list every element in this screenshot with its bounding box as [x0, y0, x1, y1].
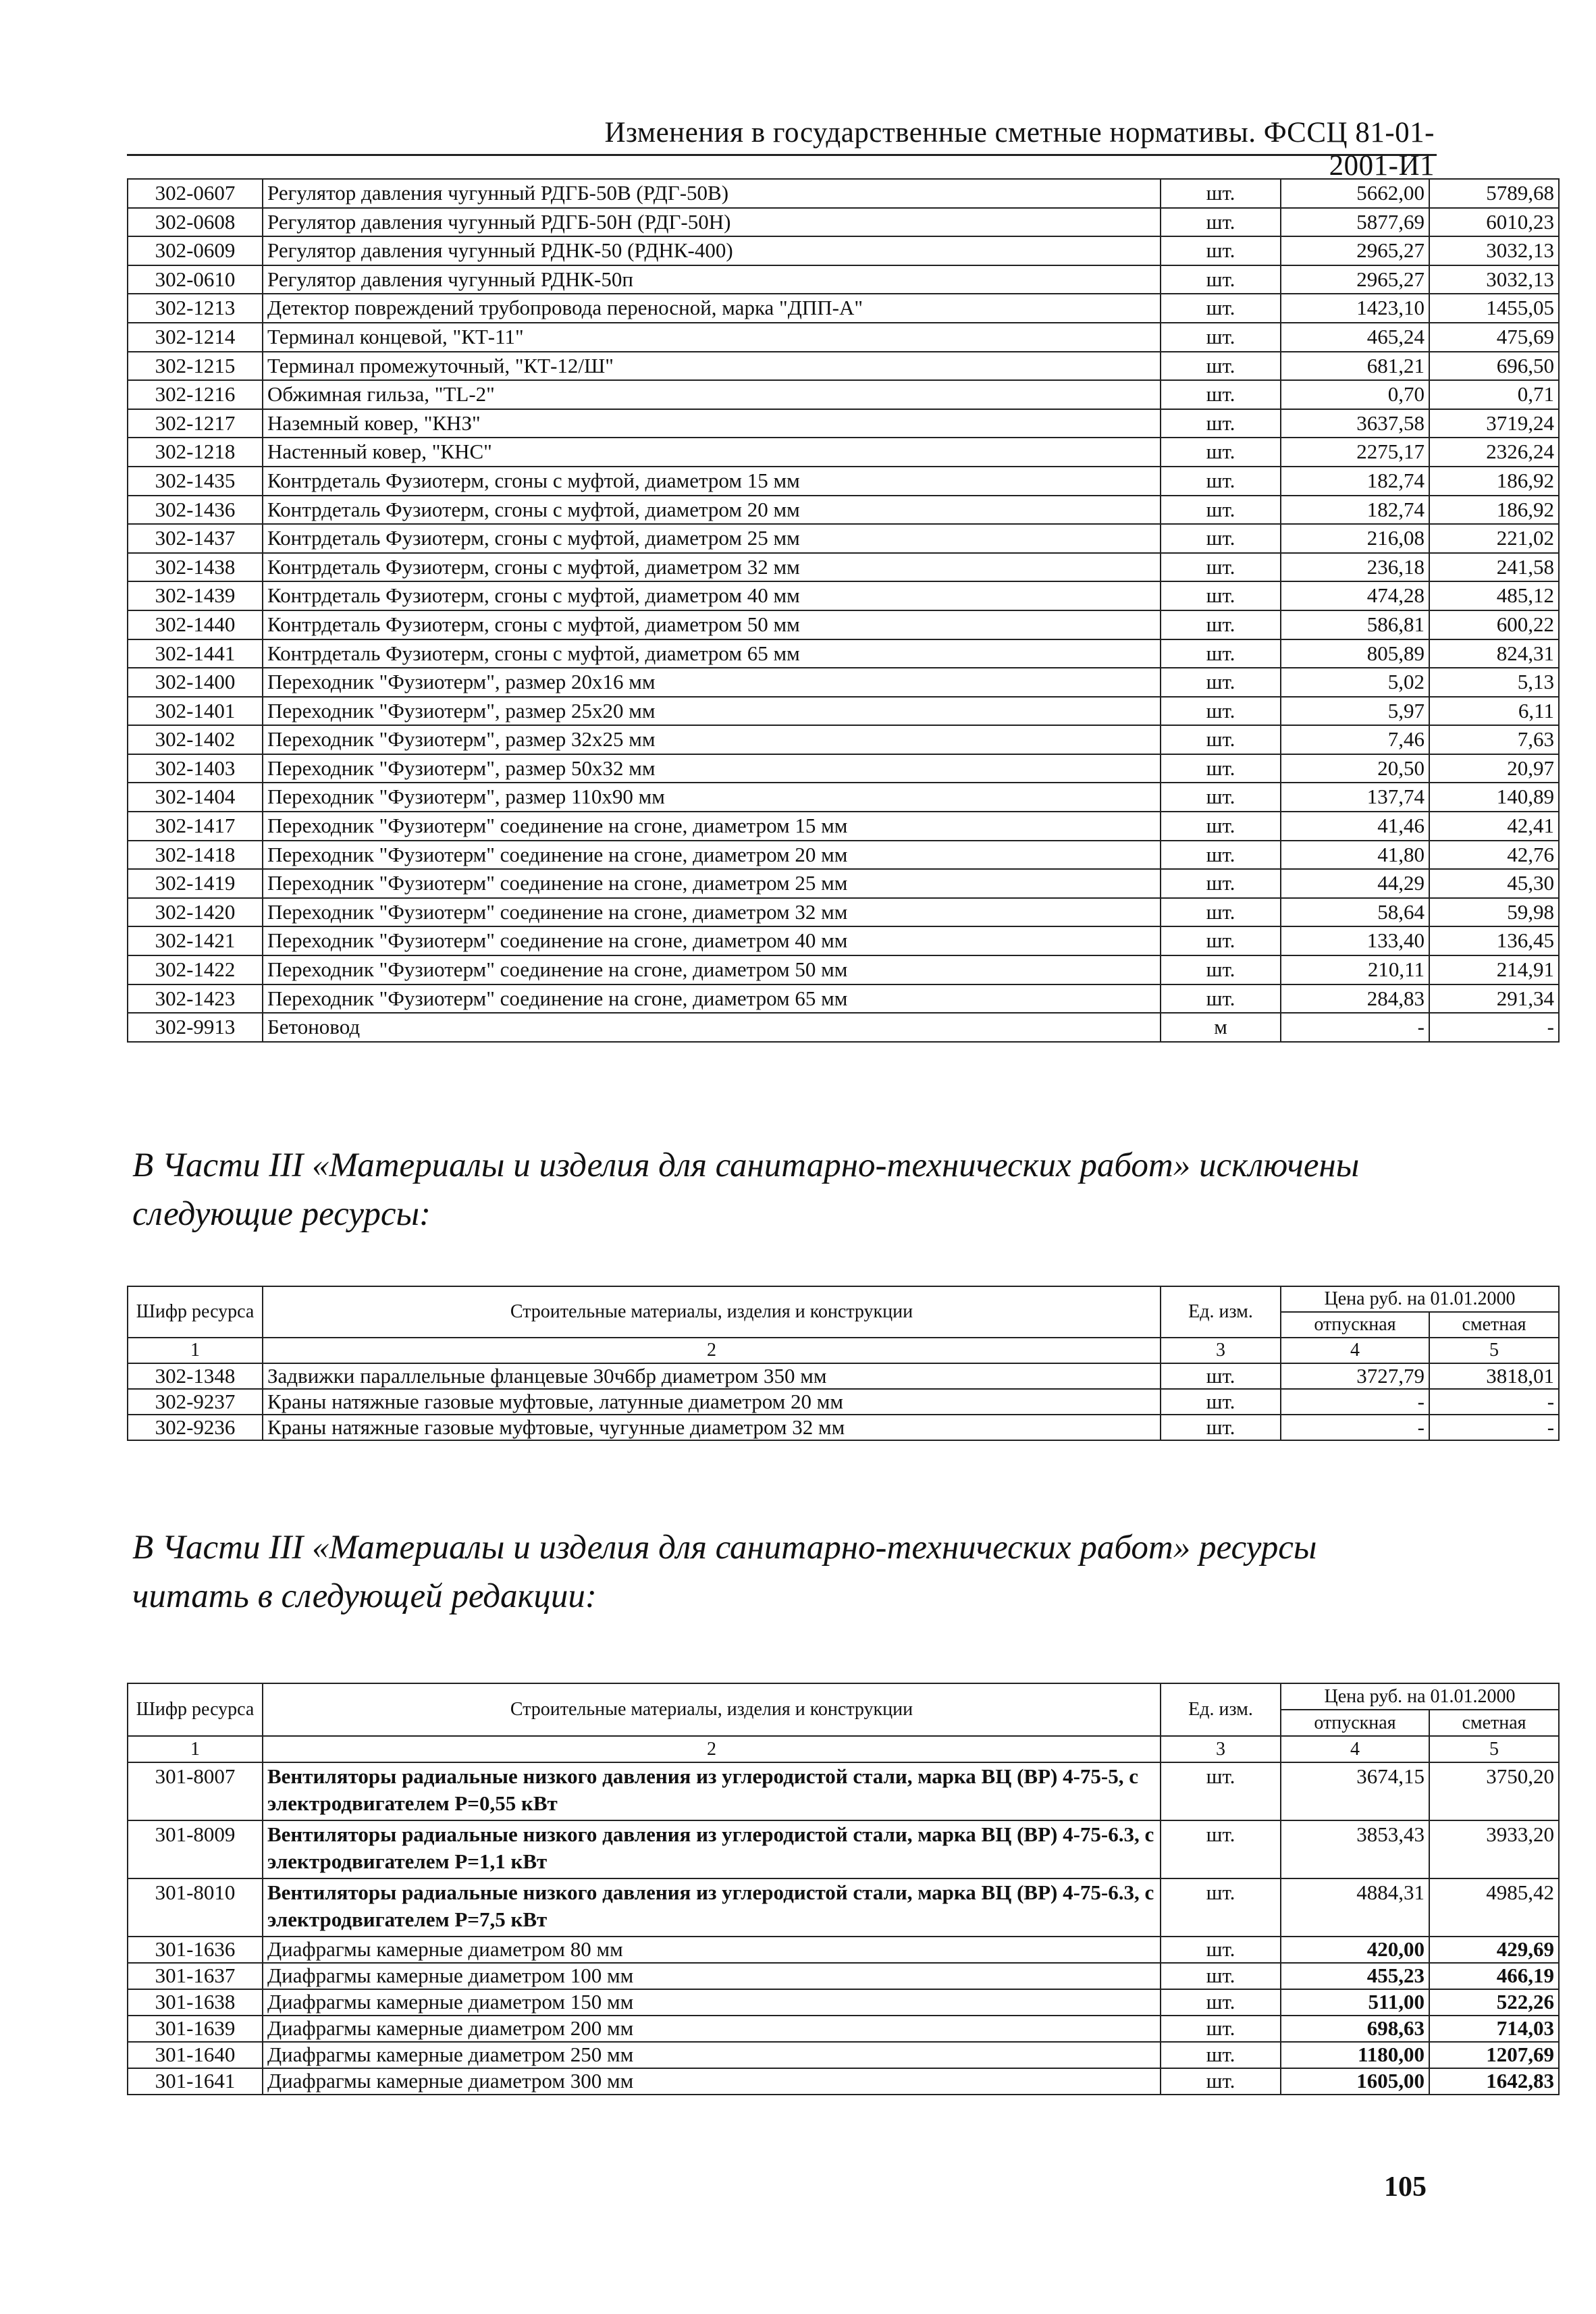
cell-price-estimate: 429,69	[1429, 1937, 1559, 1963]
cell-name: Диафрагмы камерные диаметром 80 мм	[263, 1937, 1161, 1963]
cell-price-release: 586,81	[1281, 610, 1429, 639]
cell-unit: шт.	[1161, 1878, 1281, 1937]
cell-code: 302-1218	[128, 438, 263, 467]
cell-code: 301-1640	[128, 2042, 263, 2068]
cell-name: Наземный ковер, "КНЗ"	[263, 409, 1161, 438]
cell-unit: шт.	[1161, 409, 1281, 438]
cell-price-release: 420,00	[1281, 1937, 1429, 1963]
cell-unit: шт.	[1161, 2042, 1281, 2068]
cell-unit: шт.	[1161, 841, 1281, 870]
cell-unit: шт.	[1161, 1363, 1281, 1389]
cell-name: Контрдеталь Фузиотерм, сгоны с муфтой, диаметром 15 мм	[263, 467, 1161, 496]
cell-code: 302-9237	[128, 1389, 263, 1415]
table-row	[128, 409, 1559, 438]
cell-name: Переходник "Фузиотерм" соединение на сгоне, диаметром 40 мм	[263, 926, 1161, 955]
cell-code: 302-1402	[128, 725, 263, 754]
resources-table-main	[127, 178, 1560, 1043]
cell-price-release: 465,24	[1281, 323, 1429, 352]
cell-code: 302-1217	[128, 409, 263, 438]
table-row	[128, 1762, 1559, 1820]
cell-code: 302-9913	[128, 1013, 263, 1042]
cell-price-release: 805,89	[1281, 639, 1429, 668]
cell-unit: шт.	[1161, 955, 1281, 984]
cell-unit: шт.	[1161, 725, 1281, 754]
cell-code: 302-1418	[128, 841, 263, 870]
cell-name: Вентиляторы радиальные низкого давления из углеродистой стали, марка ВЦ (ВР) 4-75-6.3, с электродвигателем Р=1,1 кВт	[263, 1820, 1161, 1878]
col-header-code: Шифр ресурса	[128, 1286, 263, 1338]
cell-code: 302-1215	[128, 352, 263, 381]
cell-code: 302-1437	[128, 524, 263, 553]
cell-unit: шт.	[1161, 984, 1281, 1014]
cell-price-release: 182,74	[1281, 496, 1429, 525]
cell-price-estimate: 136,45	[1429, 926, 1559, 955]
table-row	[128, 553, 1559, 582]
cell-code: 301-8010	[128, 1878, 263, 1937]
cell-price-estimate: 241,58	[1429, 553, 1559, 582]
cell-unit: шт.	[1161, 265, 1281, 294]
cell-code: 301-1637	[128, 1963, 263, 1989]
cell-unit: шт.	[1161, 697, 1281, 726]
table-row	[128, 1878, 1559, 1937]
cell-name: Переходник "Фузиотерм" соединение на сгоне, диаметром 20 мм	[263, 841, 1161, 870]
cell-unit: шт.	[1161, 668, 1281, 697]
cell-name: Детектор повреждений трубопровода переносной, марка "ДПП-А"	[263, 294, 1161, 323]
cell-price-release: 511,00	[1281, 1989, 1429, 2016]
cell-code: 301-1639	[128, 2016, 263, 2042]
cell-unit: шт.	[1161, 1762, 1281, 1820]
revised-resources-table	[127, 1683, 1560, 2095]
col-number: 1	[128, 1338, 263, 1363]
col-header-code: Шифр ресурса	[128, 1683, 263, 1736]
table-row	[128, 1415, 1559, 1440]
col-number: 4	[1281, 1736, 1429, 1762]
table-row	[128, 438, 1559, 467]
cell-code: 302-0608	[128, 208, 263, 237]
table-row	[128, 236, 1559, 265]
cell-unit: шт.	[1161, 1989, 1281, 2016]
col-header-price-group: Цена руб. на 01.01.2000	[1281, 1286, 1559, 1312]
table-row	[128, 783, 1559, 812]
cell-code: 302-9236	[128, 1415, 263, 1440]
table-row	[128, 179, 1559, 208]
cell-code: 302-1436	[128, 496, 263, 525]
cell-price-release: 5,97	[1281, 697, 1429, 726]
cell-name: Переходник "Фузиотерм", размер 32х25 мм	[263, 725, 1161, 754]
table-row	[128, 1937, 1559, 1963]
cell-price-release: 7,46	[1281, 725, 1429, 754]
cell-price-estimate: 600,22	[1429, 610, 1559, 639]
cell-code: 302-0609	[128, 236, 263, 265]
cell-price-release: 5,02	[1281, 668, 1429, 697]
cell-price-release: 681,21	[1281, 352, 1429, 381]
cell-price-release: 2965,27	[1281, 265, 1429, 294]
cell-price-estimate: -	[1429, 1415, 1559, 1440]
cell-price-estimate: 3933,20	[1429, 1820, 1559, 1878]
cell-price-estimate: 485,12	[1429, 581, 1559, 610]
table-row	[128, 208, 1559, 237]
col-header-price-estimate: сметная	[1429, 1312, 1559, 1338]
col-header-unit: Ед. изм.	[1161, 1286, 1281, 1338]
cell-unit: шт.	[1161, 783, 1281, 812]
cell-unit: шт.	[1161, 1820, 1281, 1878]
table-row	[128, 2042, 1559, 2068]
table-row	[128, 352, 1559, 381]
cell-code: 301-1641	[128, 2068, 263, 2095]
section-heading-revised: В Части III «Материалы и изделия для санитарно-технических работ» ресурсы читать в следующей редакции:	[132, 1529, 1317, 1615]
cell-name: Контрдеталь Фузиотерм, сгоны с муфтой, диаметром 40 мм	[263, 581, 1161, 610]
table-row	[128, 294, 1559, 323]
section-heading-excluded: В Части III «Материалы и изделия для санитарно-технических работ» исключены следующие ресурсы:	[132, 1147, 1360, 1233]
cell-price-estimate: 186,92	[1429, 467, 1559, 496]
col-number: 3	[1161, 1338, 1281, 1363]
table-row	[128, 639, 1559, 668]
table-row	[128, 2016, 1559, 2042]
cell-unit: шт.	[1161, 1415, 1281, 1440]
cell-price-estimate: 522,26	[1429, 1989, 1559, 2016]
header-divider	[127, 154, 1437, 156]
table-row	[128, 926, 1559, 955]
cell-name: Контрдеталь Фузиотерм, сгоны с муфтой, диаметром 20 мм	[263, 496, 1161, 525]
cell-price-release: 3674,15	[1281, 1762, 1429, 1820]
cell-price-release: 2275,17	[1281, 438, 1429, 467]
cell-price-estimate: 2326,24	[1429, 438, 1559, 467]
cell-code: 302-1417	[128, 812, 263, 841]
cell-unit: шт.	[1161, 2016, 1281, 2042]
cell-code: 302-1423	[128, 984, 263, 1014]
table-row	[128, 2068, 1559, 2095]
cell-price-release: 1605,00	[1281, 2068, 1429, 2095]
cell-price-estimate: -	[1429, 1389, 1559, 1415]
table-row	[128, 725, 1559, 754]
table-row	[128, 581, 1559, 610]
cell-name: Переходник "Фузиотерм" соединение на сгоне, диаметром 15 мм	[263, 812, 1161, 841]
cell-price-estimate: 42,76	[1429, 841, 1559, 870]
cell-unit: шт.	[1161, 610, 1281, 639]
cell-price-release: 41,46	[1281, 812, 1429, 841]
cell-name: Переходник "Фузиотерм" соединение на сгоне, диаметром 32 мм	[263, 898, 1161, 927]
table-row	[128, 697, 1559, 726]
cell-price-estimate: 186,92	[1429, 496, 1559, 525]
cell-price-estimate: 1642,83	[1429, 2068, 1559, 2095]
cell-name: Контрдеталь Фузиотерм, сгоны с муфтой, диаметром 32 мм	[263, 553, 1161, 582]
col-number: 5	[1429, 1736, 1559, 1762]
cell-unit: шт.	[1161, 380, 1281, 409]
cell-price-estimate: -	[1429, 1013, 1559, 1042]
table-row	[128, 1820, 1559, 1878]
cell-name: Обжимная гильза, "TL-2"	[263, 380, 1161, 409]
table-row	[128, 524, 1559, 553]
cell-name: Диафрагмы камерные диаметром 200 мм	[263, 2016, 1161, 2042]
table-row	[128, 380, 1559, 409]
table-row	[128, 812, 1559, 841]
cell-code: 302-1403	[128, 754, 263, 783]
cell-name: Регулятор давления чугунный РДНК-50 (РДНК-400)	[263, 236, 1161, 265]
cell-price-release: 1180,00	[1281, 2042, 1429, 2068]
cell-name: Бетоновод	[263, 1013, 1161, 1042]
cell-code: 302-1400	[128, 668, 263, 697]
cell-price-release: 182,74	[1281, 467, 1429, 496]
cell-price-release: 3637,58	[1281, 409, 1429, 438]
cell-code: 302-1439	[128, 581, 263, 610]
col-number: 5	[1429, 1338, 1559, 1363]
cell-price-estimate: 45,30	[1429, 869, 1559, 898]
cell-price-estimate: 1207,69	[1429, 2042, 1559, 2068]
cell-price-estimate: 466,19	[1429, 1963, 1559, 1989]
cell-code: 302-0610	[128, 265, 263, 294]
cell-code: 302-1435	[128, 467, 263, 496]
cell-price-estimate: 0,71	[1429, 380, 1559, 409]
cell-price-release: -	[1281, 1415, 1429, 1440]
col-header-price-estimate: сметная	[1429, 1710, 1559, 1736]
cell-unit: шт.	[1161, 1389, 1281, 1415]
cell-price-estimate: 1455,05	[1429, 294, 1559, 323]
cell-price-release: 44,29	[1281, 869, 1429, 898]
cell-code: 302-1440	[128, 610, 263, 639]
col-header-unit: Ед. изм.	[1161, 1683, 1281, 1736]
cell-name: Переходник "Фузиотерм", размер 50х32 мм	[263, 754, 1161, 783]
cell-price-estimate: 4985,42	[1429, 1878, 1559, 1937]
cell-code: 301-1636	[128, 1937, 263, 1963]
cell-name: Регулятор давления чугунный РДГБ-50Н (РДГ-50Н)	[263, 208, 1161, 237]
cell-code: 302-1214	[128, 323, 263, 352]
cell-name: Переходник "Фузиотерм" соединение на сгоне, диаметром 25 мм	[263, 869, 1161, 898]
cell-unit: шт.	[1161, 639, 1281, 668]
cell-name: Вентиляторы радиальные низкого давления из углеродистой стали, марка ВЦ (ВР) 4-75-6.3, с электродвигателем Р=7,5 кВт	[263, 1878, 1161, 1937]
cell-price-estimate: 291,34	[1429, 984, 1559, 1014]
cell-unit: шт.	[1161, 754, 1281, 783]
cell-code: 302-1422	[128, 955, 263, 984]
cell-unit: м	[1161, 1013, 1281, 1042]
cell-price-release: 284,83	[1281, 984, 1429, 1014]
col-header-name: Строительные материалы, изделия и конструкции	[263, 1286, 1161, 1338]
page-number: 105	[1384, 2172, 1427, 2203]
cell-price-estimate: 696,50	[1429, 352, 1559, 381]
cell-code: 302-1216	[128, 380, 263, 409]
table-row	[128, 496, 1559, 525]
cell-name: Контрдеталь Фузиотерм, сгоны с муфтой, диаметром 50 мм	[263, 610, 1161, 639]
cell-unit: шт.	[1161, 352, 1281, 381]
cell-price-release: 1423,10	[1281, 294, 1429, 323]
col-header-name: Строительные материалы, изделия и конструкции	[263, 1683, 1161, 1736]
cell-unit: шт.	[1161, 208, 1281, 237]
cell-name: Переходник "Фузиотерм" соединение на сгоне, диаметром 50 мм	[263, 955, 1161, 984]
cell-price-release: 41,80	[1281, 841, 1429, 870]
col-number: 2	[263, 1338, 1161, 1363]
cell-code: 301-8007	[128, 1762, 263, 1820]
col-header-price-release: отпускная	[1281, 1710, 1429, 1736]
cell-price-estimate: 6010,23	[1429, 208, 1559, 237]
cell-price-estimate: 475,69	[1429, 323, 1559, 352]
table-row	[128, 323, 1559, 352]
cell-name: Переходник "Фузиотерм", размер 20х16 мм	[263, 668, 1161, 697]
cell-price-estimate: 3032,13	[1429, 265, 1559, 294]
cell-name: Краны натяжные газовые муфтовые, чугунные диаметром 32 мм	[263, 1415, 1161, 1440]
cell-name: Регулятор давления чугунный РДГБ-50В (РДГ-50В)	[263, 179, 1161, 208]
cell-unit: шт.	[1161, 323, 1281, 352]
cell-unit: шт.	[1161, 926, 1281, 955]
table-row	[128, 1363, 1559, 1389]
cell-code: 301-1638	[128, 1989, 263, 2016]
table-row	[128, 610, 1559, 639]
cell-name: Переходник "Фузиотерм", размер 110х90 мм	[263, 783, 1161, 812]
col-header-price-group: Цена руб. на 01.01.2000	[1281, 1683, 1559, 1710]
cell-unit: шт.	[1161, 467, 1281, 496]
cell-unit: шт.	[1161, 2068, 1281, 2095]
cell-price-estimate: 140,89	[1429, 783, 1559, 812]
table-row	[128, 265, 1559, 294]
cell-code: 302-1404	[128, 783, 263, 812]
page-header-title: Изменения в государственные сметные нормативы. ФССЦ 81-01-2001-И1	[604, 117, 1435, 182]
table-row	[128, 955, 1559, 984]
cell-price-release: 5662,00	[1281, 179, 1429, 208]
cell-price-estimate: 5,13	[1429, 668, 1559, 697]
col-header-price-release: отпускная	[1281, 1312, 1429, 1338]
cell-price-estimate: 5789,68	[1429, 179, 1559, 208]
cell-price-estimate: 3750,20	[1429, 1762, 1559, 1820]
cell-name: Диафрагмы камерные диаметром 300 мм	[263, 2068, 1161, 2095]
cell-name: Краны натяжные газовые муфтовые, латунные диаметром 20 мм	[263, 1389, 1161, 1415]
cell-code: 302-1420	[128, 898, 263, 927]
cell-name: Диафрагмы камерные диаметром 150 мм	[263, 1989, 1161, 2016]
cell-code: 302-1419	[128, 869, 263, 898]
cell-name: Переходник "Фузиотерм" соединение на сгоне, диаметром 65 мм	[263, 984, 1161, 1014]
cell-code: 302-1348	[128, 1363, 263, 1389]
cell-price-release: 133,40	[1281, 926, 1429, 955]
cell-price-release: 2965,27	[1281, 236, 1429, 265]
table-row	[128, 1963, 1559, 1989]
cell-unit: шт.	[1161, 1937, 1281, 1963]
cell-name: Регулятор давления чугунный РДНК-50п	[263, 265, 1161, 294]
cell-name: Настенный ковер, "КНС"	[263, 438, 1161, 467]
cell-name: Переходник "Фузиотерм", размер 25х20 мм	[263, 697, 1161, 726]
table-row	[128, 754, 1559, 783]
cell-unit: шт.	[1161, 869, 1281, 898]
cell-price-estimate: 3032,13	[1429, 236, 1559, 265]
table-row	[128, 984, 1559, 1014]
cell-price-release: 137,74	[1281, 783, 1429, 812]
cell-price-estimate: 20,97	[1429, 754, 1559, 783]
cell-name: Контрдеталь Фузиотерм, сгоны с муфтой, диаметром 65 мм	[263, 639, 1161, 668]
cell-name: Терминал промежуточный, "КТ-12/Ш"	[263, 352, 1161, 381]
cell-unit: шт.	[1161, 812, 1281, 841]
cell-price-release: 210,11	[1281, 955, 1429, 984]
cell-price-release: 455,23	[1281, 1963, 1429, 1989]
cell-unit: шт.	[1161, 496, 1281, 525]
cell-unit: шт.	[1161, 898, 1281, 927]
cell-name: Вентиляторы радиальные низкого давления из углеродистой стали, марка ВЦ (ВР) 4-75-5, с электродвигателем Р=0,55 кВт	[263, 1762, 1161, 1820]
cell-name: Диафрагмы камерные диаметром 250 мм	[263, 2042, 1161, 2068]
cell-price-release: 58,64	[1281, 898, 1429, 927]
table-row	[128, 869, 1559, 898]
table-row	[128, 1989, 1559, 2016]
cell-price-release: -	[1281, 1013, 1429, 1042]
col-number: 1	[128, 1736, 263, 1762]
cell-price-release: 698,63	[1281, 2016, 1429, 2042]
cell-unit: шт.	[1161, 236, 1281, 265]
cell-unit: шт.	[1161, 524, 1281, 553]
cell-price-estimate: 6,11	[1429, 697, 1559, 726]
cell-price-estimate: 59,98	[1429, 898, 1559, 927]
table-row	[128, 1013, 1559, 1042]
table-row	[128, 841, 1559, 870]
cell-price-release: 4884,31	[1281, 1878, 1429, 1937]
table-row	[128, 668, 1559, 697]
cell-price-release: 0,70	[1281, 380, 1429, 409]
cell-unit: шт.	[1161, 1963, 1281, 1989]
cell-code: 302-1401	[128, 697, 263, 726]
cell-price-release: 3727,79	[1281, 1363, 1429, 1389]
cell-price-release: 474,28	[1281, 581, 1429, 610]
cell-price-release: 216,08	[1281, 524, 1429, 553]
cell-price-estimate: 714,03	[1429, 2016, 1559, 2042]
cell-price-estimate: 214,91	[1429, 955, 1559, 984]
table-row	[128, 467, 1559, 496]
cell-price-release: 20,50	[1281, 754, 1429, 783]
cell-price-estimate: 42,41	[1429, 812, 1559, 841]
table-row	[128, 898, 1559, 927]
cell-code: 302-0607	[128, 179, 263, 208]
col-number: 3	[1161, 1736, 1281, 1762]
cell-price-estimate: 824,31	[1429, 639, 1559, 668]
cell-price-estimate: 7,63	[1429, 725, 1559, 754]
cell-price-release: 5877,69	[1281, 208, 1429, 237]
cell-unit: шт.	[1161, 581, 1281, 610]
cell-price-release: -	[1281, 1389, 1429, 1415]
cell-name: Контрдеталь Фузиотерм, сгоны с муфтой, диаметром 25 мм	[263, 524, 1161, 553]
cell-code: 301-8009	[128, 1820, 263, 1878]
col-number: 4	[1281, 1338, 1429, 1363]
cell-name: Диафрагмы камерные диаметром 100 мм	[263, 1963, 1161, 1989]
cell-name: Терминал концевой, "КТ-11"	[263, 323, 1161, 352]
cell-code: 302-1213	[128, 294, 263, 323]
cell-name: Задвижки параллельные фланцевые 30ч6бр диаметром 350 мм	[263, 1363, 1161, 1389]
cell-price-release: 236,18	[1281, 553, 1429, 582]
cell-price-estimate: 221,02	[1429, 524, 1559, 553]
excluded-resources-table	[127, 1286, 1560, 1441]
cell-unit: шт.	[1161, 179, 1281, 208]
cell-unit: шт.	[1161, 438, 1281, 467]
cell-code: 302-1441	[128, 639, 263, 668]
cell-price-estimate: 3719,24	[1429, 409, 1559, 438]
cell-price-estimate: 3818,01	[1429, 1363, 1559, 1389]
cell-unit: шт.	[1161, 294, 1281, 323]
table-row	[128, 1389, 1559, 1415]
cell-price-release: 3853,43	[1281, 1820, 1429, 1878]
cell-code: 302-1438	[128, 553, 263, 582]
cell-code: 302-1421	[128, 926, 263, 955]
col-number: 2	[263, 1736, 1161, 1762]
cell-unit: шт.	[1161, 553, 1281, 582]
